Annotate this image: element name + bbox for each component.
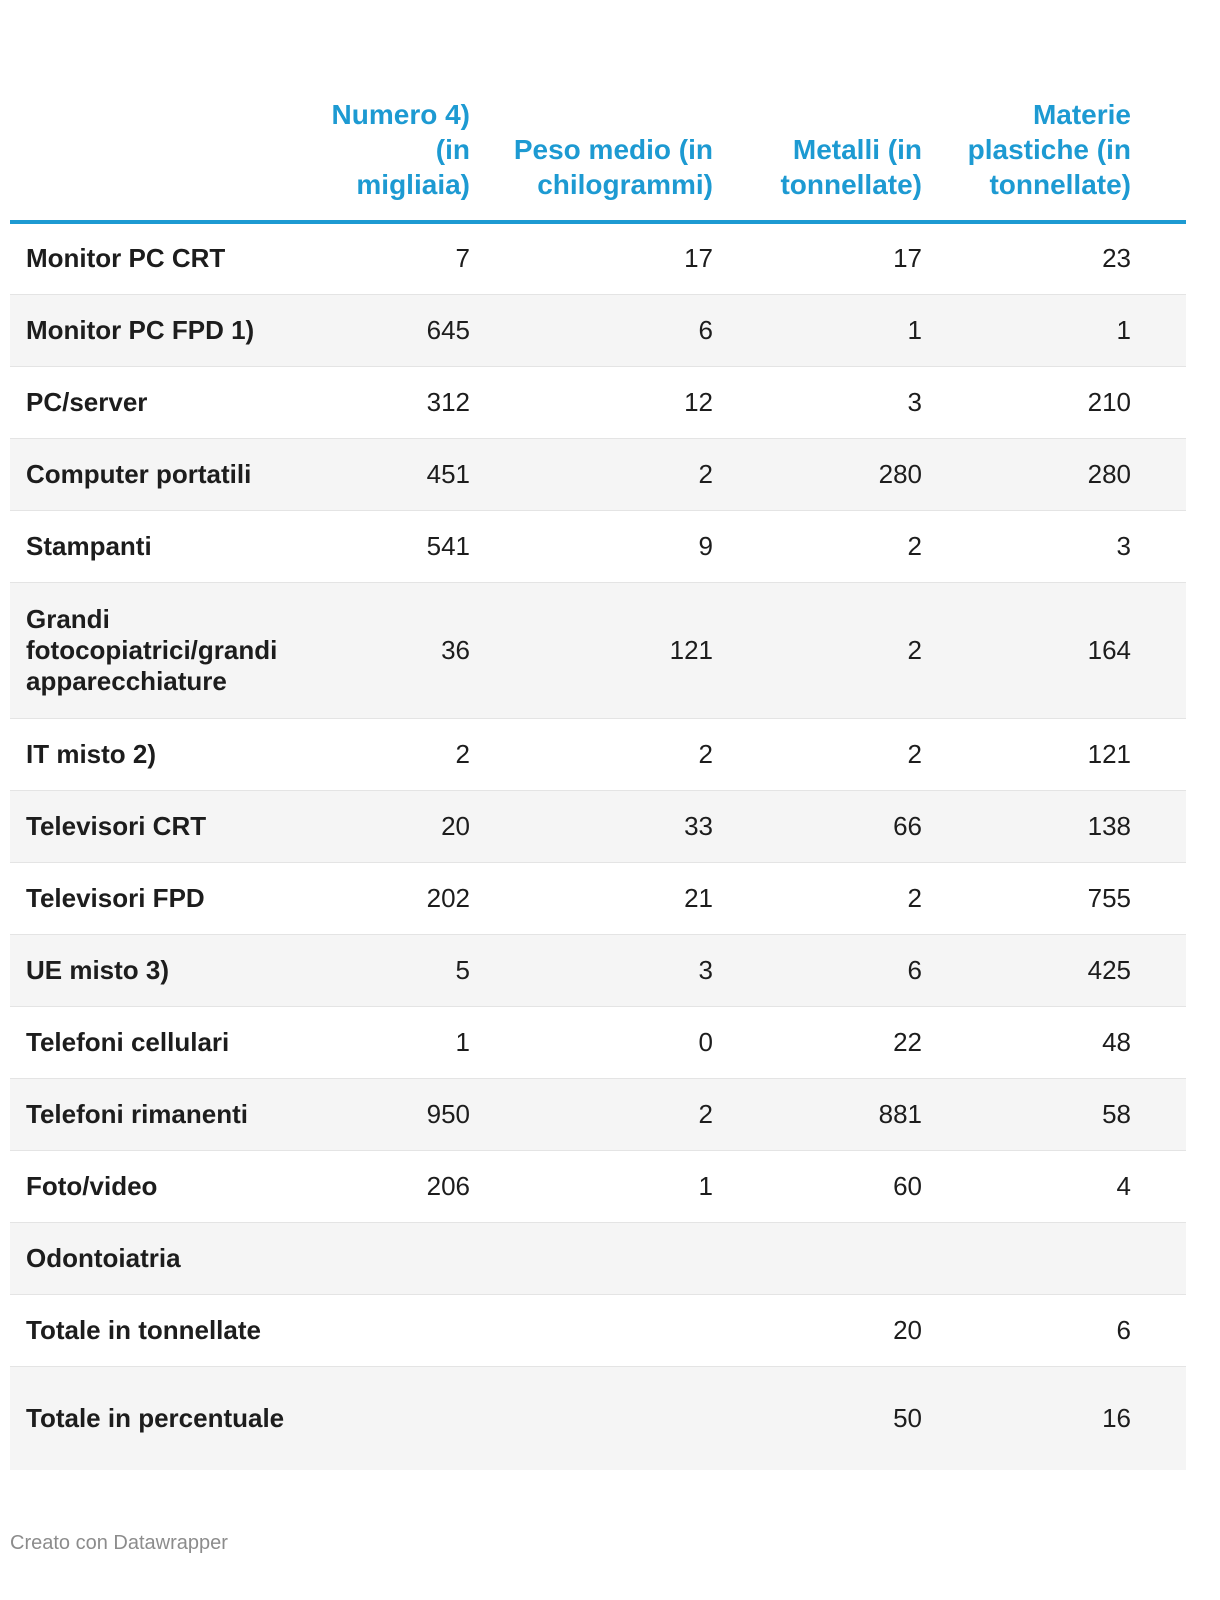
column-header-label[interactable] [10, 0, 310, 222]
cell-numero: 451 [310, 438, 470, 510]
row-label: Totale in tonnellate [10, 1294, 310, 1366]
cell-overflow [1131, 1294, 1186, 1366]
row-label: Foto/video [10, 1150, 310, 1222]
cell-numero: 206 [310, 1150, 470, 1222]
table-row [10, 718, 1186, 790]
table-row [10, 222, 1186, 294]
cell-materie-plastiche: 48 [922, 1006, 1131, 1078]
column-header-materie-plastiche-text: Materie plastiche (in tonnellate) [967, 99, 1131, 200]
cell-materie-plastiche: 58 [922, 1078, 1131, 1150]
cell-metalli: 2 [713, 510, 922, 582]
cell-numero [310, 1222, 470, 1294]
column-header-metalli-text: Metalli (in tonnellate) [780, 134, 922, 200]
table-row [10, 934, 1186, 1006]
cell-materie-plastiche: 164 [922, 582, 1131, 718]
cell-overflow [1131, 1006, 1186, 1078]
cell-materie-plastiche: 210 [922, 366, 1131, 438]
cell-peso-medio: 6 [470, 294, 713, 366]
cell-materie-plastiche: 280 [922, 438, 1131, 510]
cell-metalli: 17 [713, 222, 922, 294]
row-label: Telefoni rimanenti [10, 1078, 310, 1150]
cell-peso-medio: 9 [470, 510, 713, 582]
cell-peso-medio: 0 [470, 1006, 713, 1078]
cell-overflow [1131, 934, 1186, 1006]
table-row [10, 510, 1186, 582]
cell-numero: 541 [310, 510, 470, 582]
cell-peso-medio: 2 [470, 718, 713, 790]
cell-numero [310, 1294, 470, 1366]
cell-overflow [1131, 222, 1186, 294]
column-header-materie-plastiche[interactable] [922, 0, 1131, 222]
row-label: Televisori CRT [10, 790, 310, 862]
row-label: Monitor PC FPD 1) [10, 294, 310, 366]
cell-metalli: 1 [713, 294, 922, 366]
table-row [10, 1222, 1186, 1294]
cell-materie-plastiche: 121 [922, 718, 1131, 790]
cell-numero: 5 [310, 934, 470, 1006]
row-label: Monitor PC CRT [10, 222, 310, 294]
table-row [10, 438, 1186, 510]
cell-overflow [1131, 510, 1186, 582]
cell-numero: 7 [310, 222, 470, 294]
table-row [10, 1294, 1186, 1366]
cell-metalli: 280 [713, 438, 922, 510]
cell-overflow [1131, 438, 1186, 510]
row-label: IT misto 2) [10, 718, 310, 790]
cell-metalli: 60 [713, 1150, 922, 1222]
cell-metalli: 2 [713, 718, 922, 790]
cell-peso-medio: 2 [470, 1078, 713, 1150]
cell-materie-plastiche: 425 [922, 934, 1131, 1006]
cell-overflow [1131, 1150, 1186, 1222]
cell-metalli: 50 [713, 1366, 922, 1470]
table-row [10, 1150, 1186, 1222]
cell-peso-medio: 33 [470, 790, 713, 862]
column-header-peso-medio[interactable] [470, 0, 713, 222]
table-row [10, 1078, 1186, 1150]
row-label: Computer portatili [10, 438, 310, 510]
cell-metalli: 3 [713, 366, 922, 438]
cell-numero: 312 [310, 366, 470, 438]
table-row [10, 862, 1186, 934]
cell-materie-plastiche: 3 [922, 510, 1131, 582]
table-row [10, 790, 1186, 862]
column-header-numero[interactable] [310, 0, 470, 222]
cell-metalli: 6 [713, 934, 922, 1006]
column-header-numero-text: Numero 4) (in migliaia) [331, 99, 470, 200]
cell-materie-plastiche: 755 [922, 862, 1131, 934]
data-table-container[interactable] [10, 0, 1186, 1470]
cell-numero: 36 [310, 582, 470, 718]
cell-overflow [1131, 366, 1186, 438]
row-label: Telefoni cellulari [10, 1006, 310, 1078]
column-header-metalli[interactable] [713, 0, 922, 222]
row-label: Totale in percentuale [10, 1366, 310, 1470]
cell-overflow [1131, 1078, 1186, 1150]
cell-overflow [1131, 1222, 1186, 1294]
cell-materie-plastiche: 4 [922, 1150, 1131, 1222]
datawrapper-credit[interactable]: Creato con Datawrapper [10, 1532, 228, 1554]
column-header-overflow[interactable] [1131, 0, 1186, 222]
cell-numero [310, 1366, 470, 1470]
cell-overflow [1131, 718, 1186, 790]
cell-metalli [713, 1222, 922, 1294]
table-row [10, 294, 1186, 366]
cell-materie-plastiche: 16 [922, 1366, 1131, 1470]
cell-metalli: 22 [713, 1006, 922, 1078]
cell-materie-plastiche [922, 1222, 1131, 1294]
cell-metalli: 2 [713, 862, 922, 934]
cell-peso-medio [470, 1294, 713, 1366]
cell-peso-medio: 1 [470, 1150, 713, 1222]
row-label: PC/server [10, 366, 310, 438]
cell-peso-medio: 12 [470, 366, 713, 438]
cell-peso-medio [470, 1222, 713, 1294]
cell-numero: 950 [310, 1078, 470, 1150]
cell-overflow [1131, 294, 1186, 366]
cell-numero: 202 [310, 862, 470, 934]
cell-overflow [1131, 790, 1186, 862]
cell-peso-medio [470, 1366, 713, 1470]
cell-numero: 645 [310, 294, 470, 366]
cell-peso-medio: 21 [470, 862, 713, 934]
cell-metalli: 881 [713, 1078, 922, 1150]
column-header-peso-medio-text: Peso medio (in chilogrammi) [513, 134, 713, 200]
cell-metalli: 20 [713, 1294, 922, 1366]
table-row [10, 1366, 1186, 1470]
cell-numero: 2 [310, 718, 470, 790]
cell-peso-medio: 3 [470, 934, 713, 1006]
cell-materie-plastiche: 6 [922, 1294, 1131, 1366]
table-body [10, 222, 1186, 1470]
row-label: UE misto 3) [10, 934, 310, 1006]
cell-peso-medio: 2 [470, 438, 713, 510]
row-label: Odontoiatria [10, 1222, 310, 1294]
cell-materie-plastiche: 1 [922, 294, 1131, 366]
cell-metalli: 2 [713, 582, 922, 718]
row-label: Televisori FPD [10, 862, 310, 934]
cell-overflow [1131, 862, 1186, 934]
cell-numero: 20 [310, 790, 470, 862]
cell-peso-medio: 17 [470, 222, 713, 294]
cell-numero: 1 [310, 1006, 470, 1078]
cell-metalli: 66 [713, 790, 922, 862]
data-table [10, 0, 1186, 1470]
table-row [10, 1006, 1186, 1078]
cell-overflow [1131, 1366, 1186, 1470]
table-row [10, 582, 1186, 718]
row-label: Stampanti [10, 510, 310, 582]
table-header-row [10, 0, 1186, 222]
cell-materie-plastiche: 138 [922, 790, 1131, 862]
cell-peso-medio: 121 [470, 582, 713, 718]
row-label: Grandi fotocopiatrici/grandi apparecchiature [10, 582, 310, 718]
cell-materie-plastiche: 23 [922, 222, 1131, 294]
table-row [10, 366, 1186, 438]
cell-overflow [1131, 582, 1186, 718]
